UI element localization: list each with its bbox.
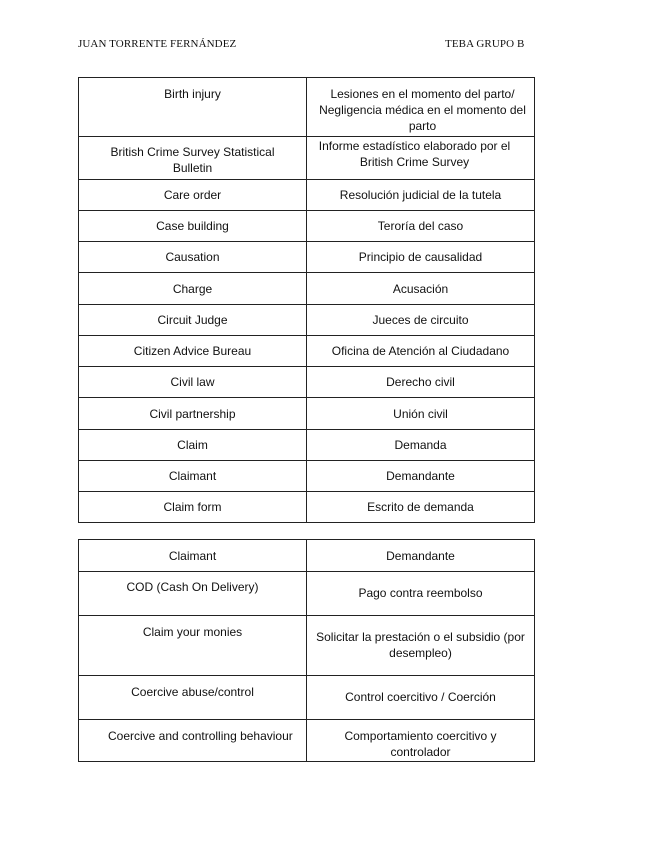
table-row [79, 398, 535, 430]
term-es: Derecho civil [307, 367, 535, 398]
table-row [79, 211, 535, 242]
term-es: Demandante [307, 461, 535, 492]
table-row [79, 676, 535, 720]
term-es: Escrito de demanda [307, 492, 535, 523]
author-name: JUAN TORRENTE FERNÁNDEZ [78, 38, 237, 50]
term-en: Case building [79, 211, 307, 242]
table-row [79, 540, 535, 572]
term-en: British Crime Survey Statistical Bulletin [79, 137, 307, 180]
term-en: Civil partnership [79, 398, 307, 430]
glossary-table-1 [78, 77, 535, 523]
term-en: Coercive and controlling behaviour [79, 720, 307, 762]
table-row [79, 273, 535, 305]
glossary-table-2 [78, 539, 535, 762]
term-es: Pago contra reembolso [307, 572, 535, 616]
group-name: TEBA GRUPO B [445, 38, 525, 50]
term-es: Lesiones en el momento del parto/ Negligencia médica en el momento del parto [307, 78, 535, 137]
table-row [79, 78, 535, 137]
table-row [79, 572, 535, 616]
term-en: COD (Cash On Delivery) [79, 572, 307, 616]
term-en: Claim your monies [79, 616, 307, 676]
term-es: Principio de causalidad [307, 242, 535, 273]
term-es: Comportamiento coercitivo y controlador [307, 720, 535, 762]
table-row [79, 492, 535, 523]
table-row [79, 367, 535, 398]
term-es: Unión civil [307, 398, 535, 430]
term-es: Terоría del caso [307, 211, 535, 242]
term-es: Informe estadístico elaborado por el British Crime Survey [307, 137, 535, 180]
term-es: Demandante [307, 540, 535, 572]
term-es: Acusación [307, 273, 535, 305]
term-en: Claim form [79, 492, 307, 523]
table-row [79, 616, 535, 676]
term-es: Control coercitivo / Coerción [307, 676, 535, 720]
term-en: Causation [79, 242, 307, 273]
table-row [79, 461, 535, 492]
term-es: Jueces de circuito [307, 305, 535, 336]
term-en: Coercive abuse/control [79, 676, 307, 720]
term-es: Demanda [307, 430, 535, 461]
term-en: Birth injury [79, 78, 307, 137]
table-row [79, 242, 535, 273]
term-es: Oficina de Atención al Ciudadano [307, 336, 535, 367]
page-header [78, 38, 532, 54]
table-row [79, 180, 535, 211]
table-row [79, 720, 535, 762]
term-en: Citizen Advice Bureau [79, 336, 307, 367]
table-row [79, 305, 535, 336]
term-es: Solicitar la prestación o el subsidio (por desempleo) [307, 616, 535, 676]
table-row [79, 430, 535, 461]
term-es: Resolución judicial de la tutela [307, 180, 535, 211]
term-en: Charge [79, 273, 307, 305]
table-row [79, 137, 535, 180]
term-en: Care order [79, 180, 307, 211]
term-en: Claim [79, 430, 307, 461]
term-en: Civil law [79, 367, 307, 398]
term-en: Circuit Judge [79, 305, 307, 336]
term-en: Claimant [79, 461, 307, 492]
term-en: Claimant [79, 540, 307, 572]
table-row [79, 336, 535, 367]
